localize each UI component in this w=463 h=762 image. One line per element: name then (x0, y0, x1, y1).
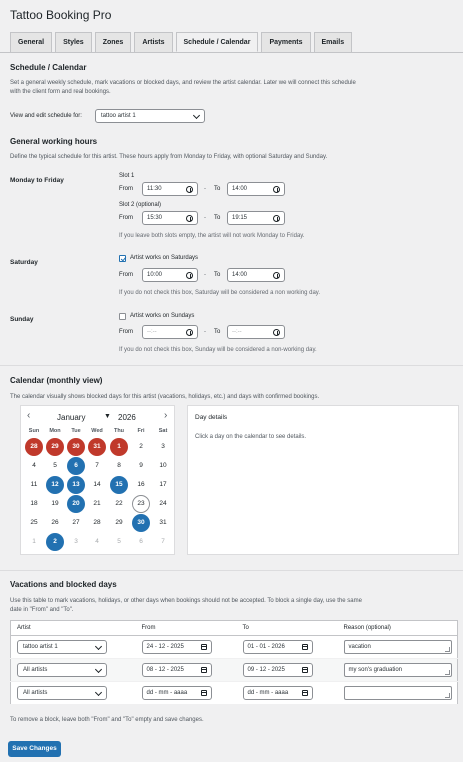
weekday-header: Sun (28, 428, 40, 434)
calendar-day[interactable]: 28 (93, 519, 101, 526)
saturday-checkbox[interactable] (119, 255, 126, 262)
calendar-day[interactable]: 17 (159, 481, 167, 488)
to-label: To (214, 186, 221, 192)
calendar-icon (302, 690, 308, 696)
calendar-day-blocked[interactable]: 1 (110, 438, 128, 456)
day-details-hint: Click a day on the calendar to see details. (195, 434, 307, 440)
calendar-day[interactable]: 4 (32, 462, 36, 469)
row-artist-select[interactable] (17, 640, 107, 654)
calendar-day-other-month[interactable]: 1 (32, 538, 36, 545)
tab-artists[interactable]: Artists (134, 32, 172, 52)
row-from-date[interactable] (142, 663, 212, 677)
tab-schedule-calendar[interactable]: Schedule / Calendar (176, 32, 259, 52)
sunday-from-value: --:-- (147, 329, 157, 335)
schedule-desc-line2: with the client form and real bookings. (10, 89, 111, 95)
hours-description: Define the typical schedule for this artist. These hours apply from Monday to Friday, with optional Saturday and Sunday. (10, 154, 328, 160)
row-from-value: dd - mm - aaaa (146, 690, 188, 696)
tab-styles[interactable]: Styles (55, 32, 92, 52)
weekday-header: Fri (137, 428, 145, 434)
calendar-day[interactable]: 11 (30, 481, 38, 488)
row-from-value: 08 - 12 - 2025 (146, 667, 184, 673)
dash-separator: - (204, 272, 206, 278)
calendar-day-blocked[interactable]: 31 (88, 438, 106, 456)
vacations-desc-line2: date in "From" and "To". (10, 607, 74, 613)
slot2-title: Slot 2 (optional) (119, 202, 162, 208)
table-header-row (11, 621, 458, 636)
tabs-divider (0, 52, 463, 53)
weekday-header: Tue (71, 428, 81, 434)
from-label: From (119, 329, 133, 335)
row-to-value: 09 - 12 - 2025 (247, 667, 285, 673)
tab-emails[interactable]: Emails (314, 32, 353, 52)
column-header-to: To (237, 621, 338, 636)
clock-icon (273, 329, 280, 336)
clock-icon (186, 272, 193, 279)
vacations-desc-line1: Use this table to mark vacations, holidays, or other days when bookings should not be accepted. To block a single day, use the same (10, 598, 362, 604)
year-input[interactable]: 2026 (118, 413, 136, 422)
sunday-hint: If you do not check this box, Sunday will be considered a non-working day. (119, 347, 317, 353)
section-divider (0, 570, 463, 571)
slot2-to-input[interactable] (227, 211, 285, 225)
calendar-day-booked[interactable]: 13 (67, 476, 85, 494)
slot1-from-input[interactable] (142, 182, 198, 196)
calendar-day[interactable]: 7 (95, 462, 99, 469)
calendar-day-other-month[interactable]: 6 (139, 538, 143, 545)
to-label: To (214, 272, 221, 278)
calendar-day[interactable]: 24 (159, 500, 167, 507)
saturday-hint: If you do not check this box, Saturday will be considered a non working day. (119, 290, 321, 296)
row-to-date[interactable] (243, 640, 313, 654)
calendar-day[interactable]: 2 (139, 443, 143, 450)
clock-icon (186, 215, 193, 222)
section-divider (0, 365, 463, 366)
section-heading-schedule: Schedule / Calendar (10, 63, 87, 72)
calendar-day[interactable]: 19 (51, 500, 59, 507)
dash-separator: - (204, 215, 206, 221)
clock-icon (273, 215, 280, 222)
sunday-label: Sunday (10, 316, 34, 323)
saturday-from-input[interactable] (142, 268, 198, 282)
calendar-day-other-month[interactable]: 7 (161, 538, 165, 545)
calendar-day-booked[interactable]: 30 (132, 514, 150, 532)
row-to-value: dd - mm - aaaa (247, 690, 289, 696)
calendar-day-booked[interactable]: 20 (67, 495, 85, 513)
calendar-day-booked[interactable]: 12 (46, 476, 64, 494)
prev-month-button[interactable]: ‹ (27, 410, 31, 421)
weekday-hint: If you leave both slots empty, the artist will not work Monday to Friday. (119, 233, 305, 239)
weekday-header: Mon (49, 428, 61, 434)
row-reason-textarea[interactable] (344, 663, 452, 677)
dash-separator: - (204, 329, 206, 335)
column-header-from: From (136, 621, 237, 636)
calendar-day[interactable]: 29 (115, 519, 123, 526)
saturday-from-value: 10:00 (147, 272, 163, 278)
row-artist-value: All artists (23, 690, 48, 696)
row-from-value: 24 - 12 - 2025 (146, 644, 184, 650)
tab-general[interactable]: General (10, 32, 52, 52)
calendar-day[interactable]: 14 (93, 481, 101, 488)
table-row (11, 636, 458, 659)
table-row (11, 659, 458, 682)
month-select[interactable]: January (57, 413, 86, 422)
to-label: To (214, 329, 221, 335)
calendar-day-other-month[interactable]: 3 (74, 538, 78, 545)
slot1-to-input[interactable] (227, 182, 285, 196)
chevron-down-icon (193, 112, 200, 119)
calendar-icon (302, 667, 308, 673)
row-artist-select[interactable] (17, 663, 107, 677)
row-from-date[interactable] (142, 686, 212, 700)
save-changes-button[interactable]: Save Changes (8, 741, 61, 757)
chevron-down-icon (95, 666, 102, 673)
column-header-reason: Reason (optional) (338, 621, 458, 636)
calendar-day-other-month[interactable]: 4 (95, 538, 99, 545)
row-reason-value: vacation (348, 644, 371, 650)
calendar-icon (201, 667, 207, 673)
row-artist-select[interactable] (17, 686, 107, 700)
slot2-from-input[interactable] (142, 211, 198, 225)
calendar-day[interactable]: 22 (115, 500, 123, 507)
calendar-day[interactable]: 16 (137, 481, 145, 488)
clock-icon (273, 272, 280, 279)
calendar-icon (201, 644, 207, 650)
calendar-day-blocked[interactable]: 28 (25, 438, 43, 456)
weekday-header: Thu (113, 428, 125, 434)
from-label: From (119, 272, 133, 278)
table-row (11, 682, 458, 705)
next-month-button[interactable]: › (164, 410, 168, 421)
calendar-day[interactable]: 8 (117, 462, 121, 469)
tab-zones[interactable]: Zones (95, 32, 132, 52)
sunday-checkbox-label: Artist works on Sundays (130, 313, 195, 319)
clock-icon (186, 329, 193, 336)
section-heading-vacations: Vacations and blocked days (10, 580, 117, 589)
row-reason-textarea[interactable] (344, 686, 452, 700)
saturday-label: Saturday (10, 259, 38, 266)
chevron-down-icon (95, 643, 102, 650)
calendar-day[interactable]: 10 (159, 462, 167, 469)
calendar-description: The calendar visually shows blocked days for this artist (vacations, holidays, etc.) and days with confirmed bookings. (10, 394, 320, 400)
tab-payments[interactable]: Payments (261, 32, 310, 52)
slot2-to-value: 19:15 (232, 215, 248, 221)
calendar-day[interactable]: 31 (159, 519, 167, 526)
row-reason-textarea[interactable] (344, 640, 452, 654)
clock-icon (273, 186, 280, 193)
sunday-to-input[interactable] (227, 325, 285, 339)
chevron-down-icon[interactable]: ▼ (104, 413, 111, 420)
schedule-description (10, 79, 455, 97)
slot1-to-value: 14:00 (232, 186, 248, 192)
month-calendar (20, 405, 175, 555)
dash-separator: - (204, 186, 206, 192)
column-header-artist: Artist (11, 621, 136, 636)
calendar-day-other-month[interactable]: 5 (117, 538, 121, 545)
calendar-day[interactable]: 5 (53, 462, 57, 469)
settings-tabs (10, 32, 352, 52)
day-details-panel (187, 405, 459, 555)
calendar-icon (201, 690, 207, 696)
chevron-down-icon (95, 689, 102, 696)
row-to-date[interactable] (243, 686, 313, 700)
section-heading-calendar: Calendar (monthly view) (10, 376, 103, 385)
calendar-day-blocked[interactable]: 29 (46, 438, 64, 456)
calendar-day[interactable]: 9 (139, 462, 143, 469)
weekday-label: Monday to Friday (10, 177, 64, 184)
saturday-checkbox-label: Artist works on Saturdays (130, 255, 199, 261)
calendar-day-blocked[interactable]: 30 (67, 438, 85, 456)
slot1-title: Slot 1 (119, 173, 135, 179)
from-label: From (119, 215, 133, 221)
calendar-day-booked[interactable]: 2 (46, 533, 64, 551)
calendar-day-today[interactable]: 23 (132, 495, 150, 513)
calendar-day[interactable]: 18 (30, 500, 38, 507)
slot2-from-value: 15:30 (147, 215, 163, 221)
row-artist-value: tattoo artist 1 (23, 644, 58, 650)
artist-select-value: tattoo artist 1 (101, 113, 136, 119)
row-to-value: 01 - 01 - 2026 (247, 644, 285, 650)
vacations-footer-hint: To remove a block, leave both "From" and "To" empty and save changes. (10, 717, 204, 723)
calendar-day[interactable]: 3 (161, 443, 165, 450)
vacations-description (10, 597, 455, 615)
slot1-from-value: 11:30 (147, 186, 162, 192)
row-artist-value: All artists (23, 667, 48, 673)
saturday-to-input[interactable] (227, 268, 285, 282)
section-heading-hours: General working hours (10, 137, 98, 146)
calendar-day[interactable]: 25 (30, 519, 38, 526)
row-reason-value: my son's graduation (348, 667, 403, 673)
artist-select-label: View and edit schedule for: (10, 113, 82, 119)
calendar-day[interactable]: 21 (93, 500, 101, 507)
sunday-to-value: --:-- (232, 329, 242, 335)
row-from-date[interactable] (142, 640, 212, 654)
sunday-from-input[interactable] (142, 325, 198, 339)
page-title: Tattoo Booking Pro (10, 8, 112, 22)
weekday-header: Sat (158, 428, 168, 434)
calendar-day[interactable]: 27 (72, 519, 80, 526)
calendar-icon (302, 644, 308, 650)
artist-select[interactable] (95, 109, 205, 123)
calendar-day-booked[interactable]: 6 (67, 457, 85, 475)
calendar-day[interactable]: 26 (51, 519, 59, 526)
vacations-table (10, 620, 458, 705)
day-details-title: Day details (195, 414, 228, 421)
from-label: From (119, 186, 133, 192)
saturday-to-value: 14:00 (232, 272, 248, 278)
calendar-day-booked[interactable]: 15 (110, 476, 128, 494)
schedule-desc-line1: Set a general weekly schedule, mark vacations or blocked days, and review the artist calendar. Later we will connect this schedule (10, 80, 356, 86)
sunday-checkbox[interactable] (119, 313, 126, 320)
to-label: To (214, 215, 221, 221)
weekday-header: Wed (91, 428, 103, 434)
row-to-date[interactable] (243, 663, 313, 677)
clock-icon (186, 186, 193, 193)
